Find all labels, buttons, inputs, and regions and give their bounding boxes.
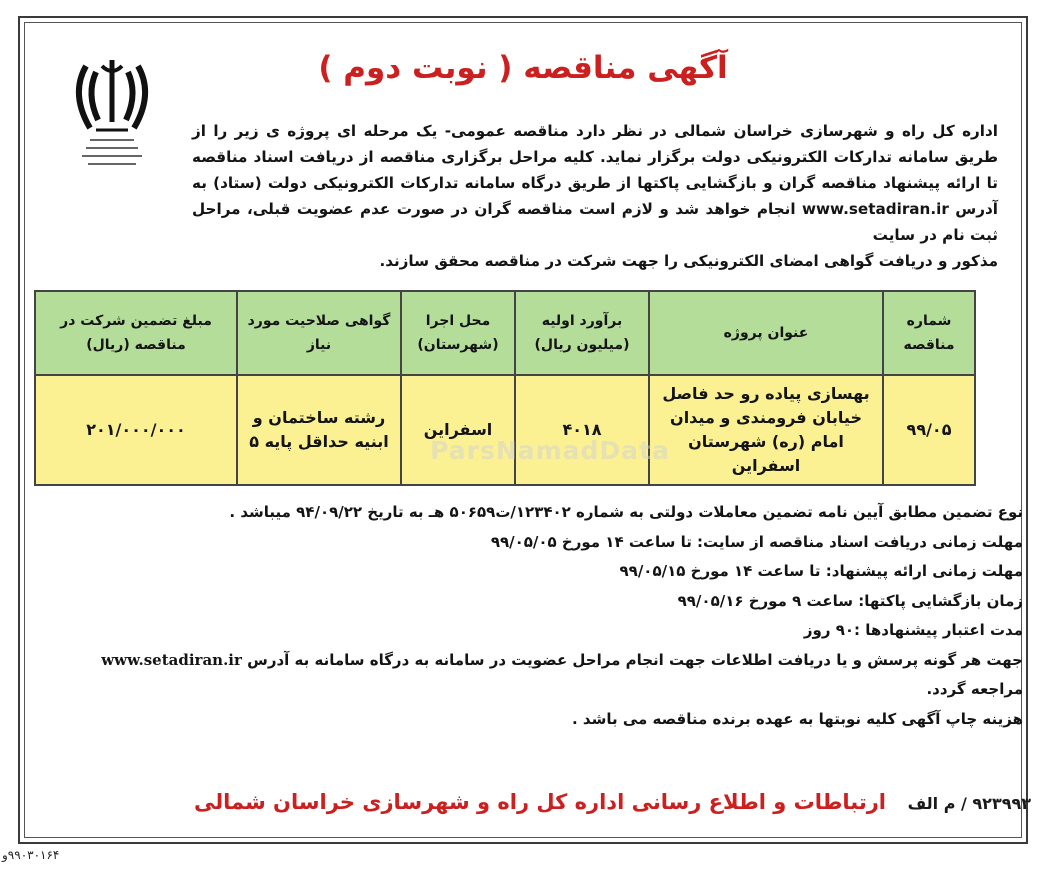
cell-project-title: بهسازی پیاده رو حد فاصل خیابان فرومندی و میدان امام (ره) شهرستان اسفراین (649, 375, 883, 485)
inquiry-line (22, 646, 1023, 676)
header-project-title: عنوان پروژه (649, 291, 883, 375)
validity-line: مدت اعتبار پیشنهادها :۹۰ روز (803, 621, 1023, 639)
footer-reference-number: ۹۲۳۹۹۳ / م الف (907, 794, 1031, 813)
cell-location: اسفراین (401, 375, 515, 485)
tender-details (22, 498, 1023, 734)
bid-deadline-line: مهلت زمانی ارائه پیشنهاد: تا ساعت ۱۴ مورخ ۹۹/۰۵/۱۵ (619, 562, 1023, 580)
guarantee-type-line: نوع تضمین مطابق آیین نامه تضمین معاملات دولتی به شماره ۱۲۳۴۰۲/ت۵۰۶۵۹ هـ به تاریخ ۹۴/۰۹/۲۲ میباشد . (229, 503, 1023, 521)
inquiry-text: جهت هر گونه پرسش و یا دریافت اطلاعات جهت انجام مراحل عضویت در سامانه به درگاه سامانه به آدرس (247, 650, 1023, 669)
print-cost-line: هزینه چاپ آگهی کلیه نوبتها به عهده برنده مناقصه می باشد . (572, 709, 1023, 728)
intro-paragraph-end: مذکور و دریافت گواهی امضای الکترونیکی را جهت شرکت در مناقصه محقق سازند. (379, 252, 998, 270)
inquiry-end-line: مراجعه گردد. (926, 680, 1023, 698)
cell-initial-estimate: ۴۰۱۸ (515, 375, 649, 485)
intro-paragraph: اداره کل راه و شهرسازی خراسان شمالی در نظر دارد مناقصه عمومی- یک مرحله ای پروژه ی زیر را از طریق سامانه تدارکات الکترونیکی دولت برگزار نماید. کلیه مراحل برگزاری مناقصه از دریافت اسناد مناقصه تا ارائه پیشنهاد مناقصه گران و بازگشایی پاکتها از طریق درگاه سامانه تدارکات الکترونیکی دولت (ستاد) به آدرس www.setadiran.ir انجام خواهد شد و لازم است مناقصه گران در صورت عدم عضویت قبلی، مراحل ثبت نام در سایت (192, 122, 998, 244)
cell-guarantee-amount: ۲۰۱/۰۰۰/۰۰۰ (35, 375, 237, 485)
watermark-text: ParsNamadData (430, 436, 670, 465)
footer-organization: ارتباطات و اطلاع رسانی اداره کل راه و شهرسازی خراسان شمالی (194, 790, 886, 814)
table-row (35, 375, 975, 485)
document-deadline-line: مهلت زمانی دریافت اسناد مناقصه از سایت: تا ساعت ۱۴ مورخ ۹۹/۰۵/۰۵ (490, 532, 1023, 551)
cell-tender-number: ۹۹/۰۵ (883, 375, 975, 485)
header-guarantee-amount: مبلغ تضمین شرکت در مناقصه (ریال) (35, 291, 237, 375)
header-tender-number: شماره مناقصه (883, 291, 975, 375)
bottom-code: ۹۹۰۳۰۱۶۴و (2, 848, 60, 862)
header-initial-estimate: برآورد اولیه (میلیون ریال) (515, 291, 649, 375)
header-qualification: گواهی صلاحیت مورد نیاز (237, 291, 401, 375)
notice-footer (30, 790, 1031, 814)
header-location: محل اجرا (شهرستان) (401, 291, 515, 375)
opening-time-line: زمان بازگشایی پاکتها: ساعت ۹ مورخ ۹۹/۰۵/۱۶ (677, 591, 1023, 610)
inquiry-url-link[interactable]: www.setadiran.ir (101, 650, 242, 669)
table-header-row (35, 291, 975, 375)
tender-table (34, 290, 976, 486)
notice-title: آگهی مناقصه ( نوبت دوم ) (318, 50, 728, 86)
cell-qualification: رشته ساختمان و ابنیه حداقل پایه ۵ (237, 375, 401, 485)
